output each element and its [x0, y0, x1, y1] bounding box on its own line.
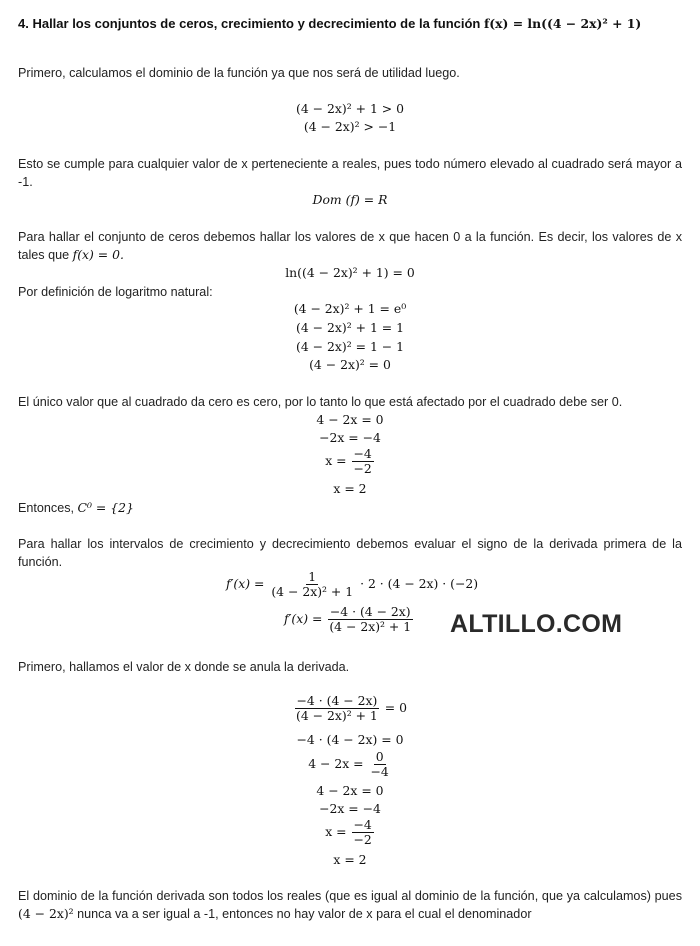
- exercise-title: [18, 16, 682, 31]
- equation-solve-3: [18, 447, 682, 476]
- annul-1-fraction: [294, 694, 380, 723]
- equation-solve-1: 4 − 2x = 0: [316, 412, 384, 427]
- derivative-domain-text-2: nunca va a ser igual a -1, entonces no hay valor de x para el cual el denominador: [73, 907, 532, 921]
- annul-1-rhs: = 0: [384, 700, 407, 715]
- derivative-2-lhs: f′(x) =: [284, 611, 323, 626]
- equation-domain-1: (4 − 2x)² + 1 > 0: [296, 101, 404, 116]
- equation-zeros-1: (4 − 2x)² + 1 = e⁰: [293, 301, 407, 316]
- equation-annul-6: [18, 818, 682, 847]
- derivative-1-fraction: [269, 570, 355, 599]
- solve-3-lhs: x =: [325, 453, 347, 468]
- equation-annul-2: −4 · (4 − 2x) = 0: [296, 732, 404, 747]
- equation-zeros-2: (4 − 2x)² + 1 = 1: [296, 320, 404, 335]
- annul-3-lhs: 4 − 2x =: [308, 756, 364, 771]
- zeros-intro-formula: f(x) = 0.: [72, 247, 124, 262]
- equation-zeros-3: (4 − 2x)² = 1 − 1: [296, 339, 404, 354]
- altillo-watermark: ALTILLO.COM: [450, 610, 623, 638]
- equation-annul-5: −2x = −4: [319, 801, 381, 816]
- derivative-1-rhs: · 2 · (4 − 2x) · (−2): [360, 576, 479, 591]
- equation-zeros-0: ln((4 − 2x)² + 1) = 0: [285, 265, 415, 280]
- derivative-2-numerator: −4 · (4 − 2x): [329, 604, 411, 619]
- annul-1-numerator: −4 · (4 − 2x): [296, 693, 378, 708]
- zeros-intro-text: Para hallar el conjunto de ceros debemos hallar los valores de x que hacen 0 a la función. Es decir, los valores de x tales que: [18, 230, 682, 262]
- annul-3-fraction: [369, 750, 391, 779]
- equation-solve-2: −2x = −4: [319, 430, 381, 445]
- solve-3-fraction: [352, 447, 374, 476]
- equation-domain-result: Dom (f) = R: [312, 192, 388, 207]
- equation-annul-3: [18, 750, 682, 779]
- paragraph-zero-set: [18, 499, 682, 517]
- annul-6-numerator: −4: [353, 817, 372, 832]
- solve-3-numerator: −4: [353, 446, 372, 461]
- derivative-1-numerator: 1: [308, 569, 317, 584]
- annul-6-lhs: x =: [325, 824, 347, 839]
- annul-6-denominator: −2: [353, 832, 372, 847]
- zero-set-text: Entonces,: [18, 501, 78, 515]
- derivative-1-lhs: f′(x) =: [226, 576, 265, 591]
- equation-solve-4: x = 2: [333, 481, 367, 496]
- title-formula: f(x) = ln((4 − 2x)² + 1): [483, 16, 642, 31]
- derivative-1-denominator: (4 − 2x)² + 1: [271, 584, 354, 599]
- equation-zeros-4: (4 − 2x)² = 0: [309, 357, 391, 372]
- derivative-domain-formula: (4 − 2x)²: [18, 906, 74, 921]
- paragraph-growth-intro: Para hallar los intervalos de crecimiento y decrecimiento debemos evaluar el signo de la derivada primera de la función.: [18, 537, 682, 569]
- derivative-2-denominator: (4 − 2x)² + 1: [329, 619, 412, 634]
- derivative-2-fraction: [327, 605, 413, 634]
- annul-6-fraction: [352, 818, 374, 847]
- equation-derivative-1: [226, 570, 478, 599]
- equation-annul-1: [18, 694, 682, 723]
- equation-derivative-2: [284, 605, 414, 634]
- paragraph-log-definition: Por definición de logaritmo natural:: [18, 285, 213, 299]
- annul-3-denominator: −4: [370, 764, 389, 779]
- solve-3-denominator: −2: [353, 461, 372, 476]
- paragraph-zeros-intro: [18, 228, 682, 264]
- zero-set-formula: C⁰ = {2}: [77, 500, 134, 515]
- equation-annul-7: x = 2: [333, 852, 367, 867]
- annul-1-denominator: (4 − 2x)² + 1: [296, 708, 378, 723]
- annul-3-numerator: 0: [375, 749, 384, 764]
- title-text: 4. Hallar los conjuntos de ceros, crecimiento y decrecimiento de la función: [18, 16, 484, 31]
- paragraph-derivative-domain: [18, 887, 682, 923]
- paragraph-derivative-zero: Primero, hallamos el valor de x donde se anula la derivada.: [18, 660, 350, 674]
- paragraph-domain-reason: Esto se cumple para cualquier valor de x perteneciente a reales, pues todo número elevado al cuadrado será mayor a -1.: [18, 157, 682, 189]
- derivative-domain-text-1: El dominio de la función derivada son todos los reales (que es igual al dominio de la función, que ya calculamos) pues: [18, 889, 682, 903]
- paragraph-domain-intro: Primero, calculamos el dominio de la función ya que nos será de utilidad luego.: [18, 66, 460, 80]
- equation-annul-4: 4 − 2x = 0: [316, 783, 384, 798]
- paragraph-square-zero: El único valor que al cuadrado da cero es cero, por lo tanto lo que está afectado por el cuadrado debe ser 0.: [18, 395, 623, 409]
- equation-domain-2: (4 − 2x)² > −1: [303, 119, 397, 134]
